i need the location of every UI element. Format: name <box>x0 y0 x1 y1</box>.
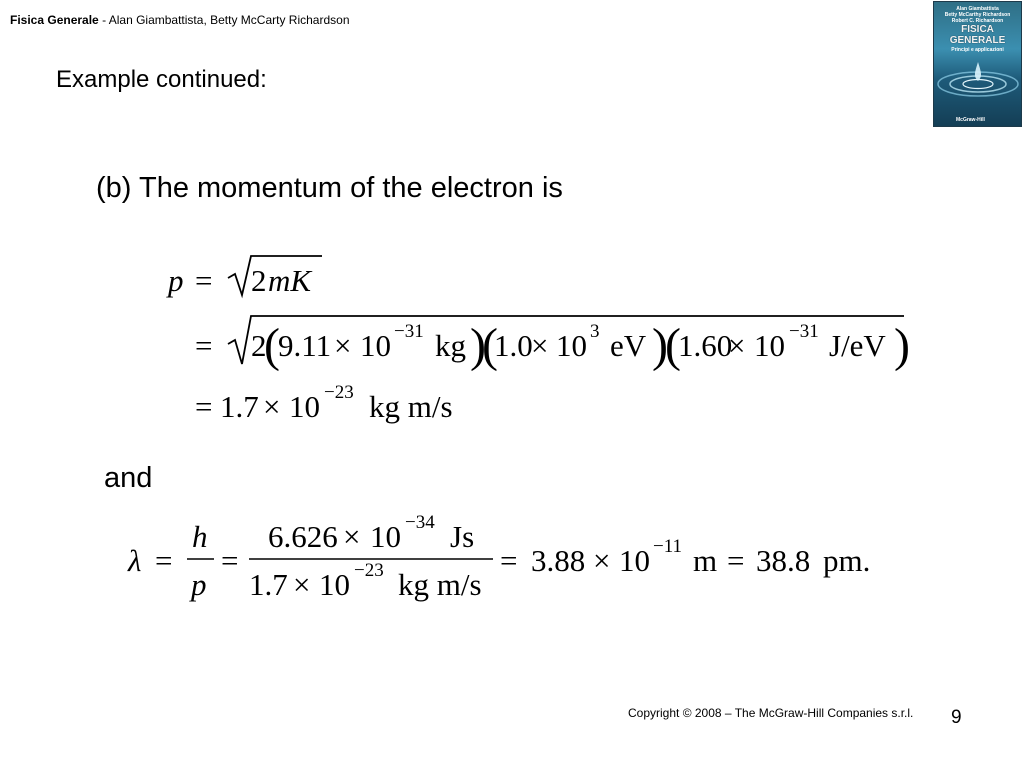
conversion-unit: J/eV <box>829 328 886 363</box>
planck-unit: Js <box>450 519 475 554</box>
equals-sign: = <box>195 389 213 424</box>
power-base: 10 <box>319 567 350 602</box>
equals-sign: = <box>195 328 213 363</box>
planck-symbol: h <box>192 519 208 554</box>
copyright-notice: Copyright © 2008 – The McGraw-Hill Companies s.r.l. <box>628 706 914 720</box>
planck-exponent: −34 <box>405 512 435 533</box>
planck-mantissa: 6.626 <box>268 519 338 554</box>
equals-sign: = <box>727 543 745 578</box>
power-base: 10 <box>754 328 785 363</box>
times-sign: × <box>343 519 361 554</box>
mass-mantissa: 9.11 <box>278 328 332 363</box>
final-value: 38.8 <box>756 543 811 578</box>
times-sign: × <box>293 567 311 602</box>
power-base: 10 <box>619 543 650 578</box>
power-base: 10 <box>289 389 320 424</box>
right-parenthesis: ) <box>894 319 910 372</box>
power-base: 10 <box>556 328 587 363</box>
coefficient-two: 2 <box>251 328 267 363</box>
left-parenthesis: ( <box>482 319 498 372</box>
times-sign: × <box>334 328 352 363</box>
wavelength-exponent: −11 <box>653 536 683 557</box>
times-sign: × <box>728 328 746 363</box>
result-exponent: −23 <box>324 382 354 403</box>
times-sign: × <box>531 328 549 363</box>
energy-unit: eV <box>610 328 647 363</box>
power-base: 10 <box>370 519 401 554</box>
mass-unit: kg <box>435 328 466 363</box>
conversion-exponent: −31 <box>789 321 819 342</box>
result-mantissa: 1.7 <box>220 389 259 424</box>
mass-energy-symbols: mK <box>268 263 312 298</box>
momentum-symbol: p <box>168 263 184 298</box>
part-b-statement: (b) The momentum of the electron is <box>96 172 563 204</box>
final-unit: pm. <box>823 543 871 578</box>
momentum-mantissa: 1.7 <box>249 567 288 602</box>
equals-sign: = <box>155 543 173 578</box>
equals-sign: = <box>221 543 239 578</box>
times-sign: × <box>593 543 611 578</box>
equals-sign: = <box>195 263 213 298</box>
wavelength-unit: m <box>693 543 718 578</box>
wavelength-mantissa: 3.88 <box>531 543 586 578</box>
book-title: Fisica Generale <box>10 13 99 27</box>
power-base: 10 <box>360 328 391 363</box>
left-parenthesis: ( <box>665 319 681 372</box>
left-parenthesis: ( <box>264 319 280 372</box>
right-parenthesis: ) <box>652 319 668 372</box>
cover-authors: Alan Giambattista Betty McCarthy Richardson Robert C. Richardson <box>944 6 1011 24</box>
connector-and: and <box>104 462 153 494</box>
lambda-symbol: λ <box>128 543 142 578</box>
right-parenthesis: ) <box>470 319 486 372</box>
result-unit: kg m/s <box>369 389 453 424</box>
times-sign: × <box>263 389 281 424</box>
equals-sign: = <box>500 543 518 578</box>
energy-mantissa: 1.0 <box>494 328 533 363</box>
page-number: 9 <box>951 707 962 728</box>
momentum-unit: kg m/s <box>398 567 482 602</box>
mass-exponent: −31 <box>394 321 424 342</box>
momentum-exponent: −23 <box>354 560 384 581</box>
cover-title: FISICA GENERALE <box>949 24 1006 46</box>
energy-exponent: 3 <box>590 321 600 342</box>
book-authors: - Alan Giambattista, Betty McCarty Richardson <box>102 13 350 27</box>
momentum-symbol: p <box>191 567 207 602</box>
coefficient-two: 2 <box>251 263 267 298</box>
cover-subtitle: Principi e applicazioni <box>951 47 1004 53</box>
section-title: Example continued: <box>56 66 267 93</box>
conversion-mantissa: 1.60 <box>678 328 733 363</box>
cover-publisher: McGraw-Hill <box>956 117 985 123</box>
